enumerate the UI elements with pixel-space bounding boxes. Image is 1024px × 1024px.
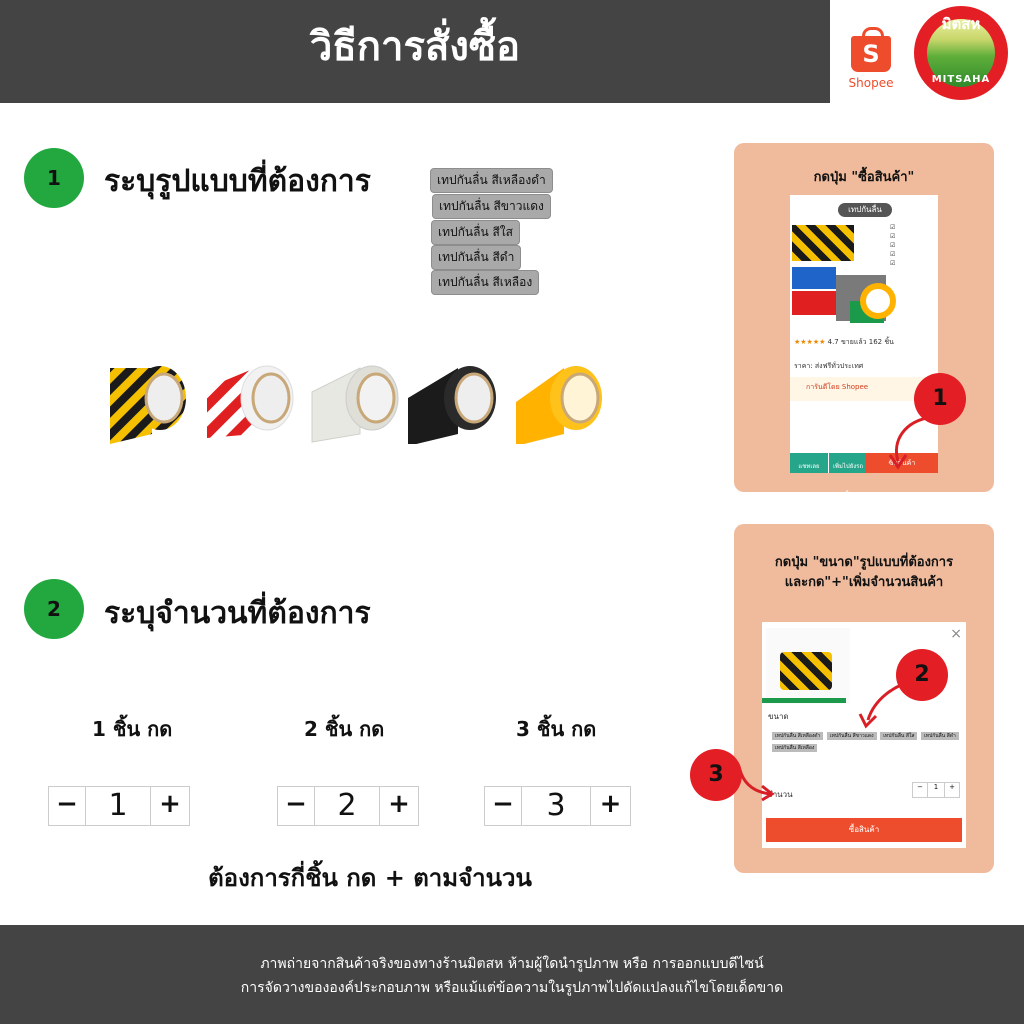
logo-text-th: มิตสห xyxy=(941,15,981,33)
shopping-bag-icon: S xyxy=(851,36,891,72)
option-preview-image xyxy=(766,628,850,704)
minus-button[interactable]: − xyxy=(285,789,307,819)
guarantee-row: การันตีโดย Shopee xyxy=(790,377,938,401)
product-image-blue xyxy=(792,267,836,289)
minus-button[interactable]: − xyxy=(492,789,514,819)
panel2-title-line2: และกด"+"เพิ่มจำนวนสินค้า xyxy=(784,575,944,590)
tape-roll-black xyxy=(408,358,498,444)
quantity-stepper-2 xyxy=(277,786,419,826)
size-options xyxy=(772,730,968,754)
size-option[interactable]: เทปกันลื่น สีเหลืองดำ xyxy=(772,732,823,740)
option-chip-yellow-black[interactable]: เทปกันลื่น สีเหลืองดำ xyxy=(430,168,553,193)
step1-number: 1 xyxy=(24,148,84,208)
tape-roll-clear xyxy=(310,358,400,444)
mini-quantity-stepper xyxy=(912,782,960,798)
size-option[interactable]: เทปกันลื่น สีใส xyxy=(880,732,917,740)
buy-now-button[interactable]: ซื้อสินค้า xyxy=(766,818,962,842)
tape-roll-yellow-black xyxy=(102,358,192,444)
qty-label: จำนวน xyxy=(768,790,793,799)
footer-line-1: ภาพถ่ายจากสินค้าจริงของทางร้านมิตสห ห้ามผู้ใดนำรูปภาพ หรือ การออกแบบดีไซน์ xyxy=(260,956,764,972)
buy-now-button[interactable]: ซื้อสินค้า xyxy=(866,453,938,473)
option-chip-white-red[interactable]: เทปกันลื่น สีขาวแดง xyxy=(432,194,551,219)
tape-roll-white-red xyxy=(205,358,295,444)
callout-badge-1: 1 xyxy=(914,373,966,425)
shipping-row: ราคา: ส่งฟรีทั่วประเทศ xyxy=(794,362,864,370)
quantity-value[interactable]: 3 xyxy=(521,787,591,825)
panel2-title-line1: กดปุ่ม "ขนาด"รูปแบบที่ต้องการ xyxy=(774,555,954,570)
plus-button[interactable]: + xyxy=(599,789,622,819)
quantity-value[interactable]: 1 xyxy=(85,787,151,825)
feature-list: ☑ ☑ ☑ ☑ ☑ xyxy=(890,224,896,267)
size-option[interactable]: เทปกันลื่น สีดำ xyxy=(921,732,959,740)
quantity-stepper-3 xyxy=(484,786,631,826)
callout-badge-2: 2 xyxy=(896,649,948,701)
rating-row: ★★★★★ 4.7 ขายแล้ว 162 ชิ้น xyxy=(794,338,894,346)
product-image-stripes xyxy=(792,225,854,261)
option-chip-clear[interactable]: เทปกันลื่น สีใส xyxy=(431,220,520,245)
mini-qty-value[interactable]: 1 xyxy=(927,783,945,797)
plus-button[interactable]: + xyxy=(159,789,181,819)
panel1-title: กดปุ่ม "ซื้อสินค้า" xyxy=(813,170,915,185)
page-title: วิธีการสั่งซื้อ xyxy=(309,24,521,70)
product-image-yellow-roll xyxy=(860,283,896,319)
quantity-stepper-1 xyxy=(48,786,190,826)
footer-line-2: การจัดวางขององค์ประกอบภาพ หรือแม้แต่ข้อความในรูปภาพไปดัดแปลงแก้ไขโดยเด็ดขาด xyxy=(240,980,784,996)
close-icon[interactable]: × xyxy=(950,626,962,642)
shopee-logo xyxy=(842,36,900,100)
footer-bar xyxy=(0,925,1024,1024)
option-chip-yellow[interactable]: เทปกันลื่น สีเหลือง xyxy=(431,270,539,295)
step1-title: ระบุรูปแบบที่ต้องการ xyxy=(104,164,371,199)
size-option[interactable]: เทปกันลื่น สีขาวแดง xyxy=(827,732,877,740)
step2-number: 2 xyxy=(24,579,84,639)
product-tag: เทปกันลื่น xyxy=(838,203,892,217)
size-option[interactable]: เทปกันลื่น สีเหลือง xyxy=(772,744,817,752)
qty-label-2: 2 ชิ้น กด xyxy=(304,717,385,741)
instruction-panel-size-qty xyxy=(708,524,994,873)
quantity-note: ต้องการกี่ชิ้น กด + ตามจำนวน xyxy=(208,864,532,892)
tape-roll-yellow xyxy=(514,358,604,444)
preview-green-bar xyxy=(762,698,846,703)
quantity-value[interactable]: 2 xyxy=(314,787,380,825)
logo-text-en: MITSAHA xyxy=(931,74,991,85)
chat-button[interactable]: แชทเลย xyxy=(790,453,828,473)
callout-badge-3: 3 xyxy=(690,749,742,801)
size-label: ขนาด xyxy=(768,712,789,721)
plus-button[interactable]: + xyxy=(388,789,410,819)
add-to-cart-button[interactable]: เพิ่มไปยังรถเข็น xyxy=(828,453,867,473)
qty-label-1: 1 ชิ้น กด xyxy=(92,717,173,741)
mini-minus-button[interactable]: − xyxy=(917,783,923,791)
instruction-panel-buy xyxy=(734,143,994,498)
mini-plus-button[interactable]: + xyxy=(949,783,955,791)
shopee-label: Shopee xyxy=(848,76,894,90)
option-chip-black[interactable]: เทปกันลื่น สีดำ xyxy=(431,245,521,270)
step2-title: ระบุจำนวนที่ต้องการ xyxy=(104,596,371,631)
qty-label-3: 3 ชิ้น กด xyxy=(516,717,597,741)
mitsaha-logo xyxy=(914,6,1008,100)
minus-button[interactable]: − xyxy=(56,789,78,819)
